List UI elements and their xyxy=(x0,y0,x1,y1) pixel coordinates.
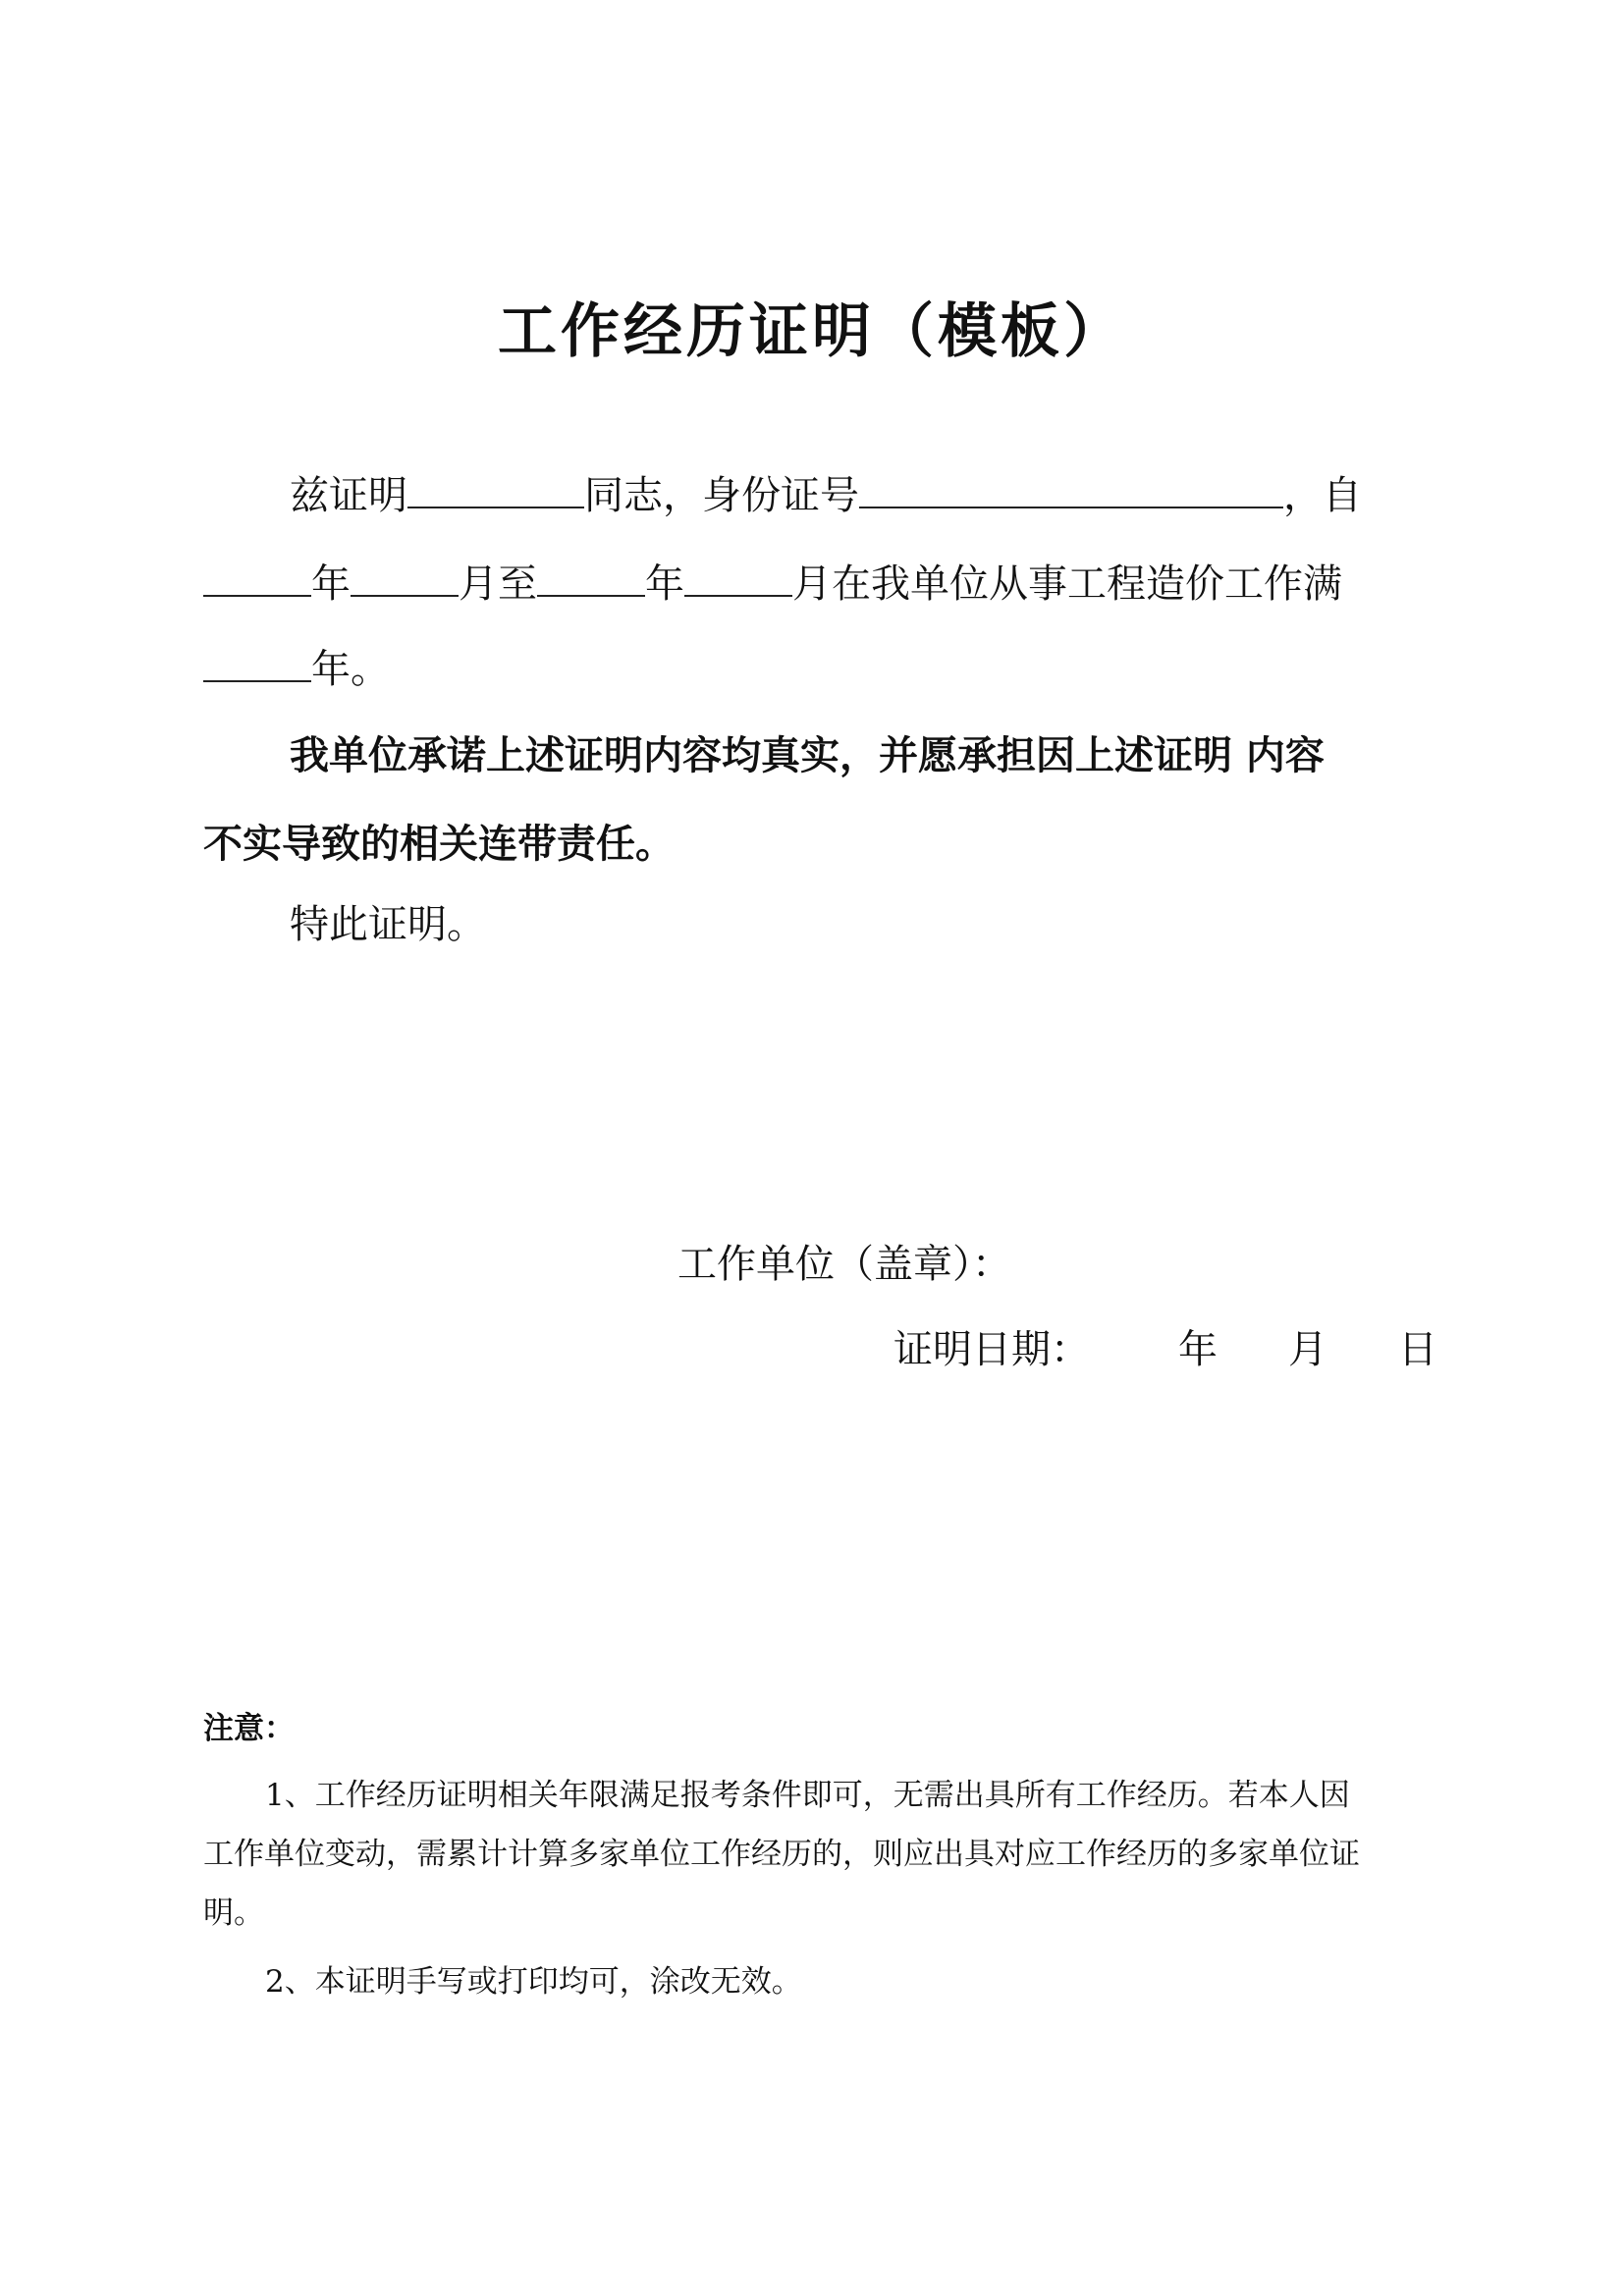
work-description: 月在我单位从事工程造价工作满 xyxy=(792,561,1342,607)
end-year-blank[interactable] xyxy=(537,560,645,597)
commitment-line-2: 不实导致的相关连带责任。 xyxy=(203,822,675,867)
total-years-label: 年。 xyxy=(311,647,390,692)
comma-from-label: ，自 xyxy=(1283,473,1362,518)
comrade-id-label: 同志，身份证号 xyxy=(584,473,859,518)
hereby-certify: 特此证明。 xyxy=(290,902,486,947)
certify-line-2 xyxy=(203,555,1342,614)
date-month-label: 月 xyxy=(1288,1327,1327,1372)
certification-date-row xyxy=(893,1320,1437,1379)
notice-item-1-line-2: 工作单位变动，需累计计算多家单位工作经历的，则应出具对应工作经历的多家单位证 xyxy=(203,1837,1360,1872)
certify-line-3 xyxy=(203,640,390,699)
certification-date-label: 证明日期： xyxy=(893,1327,1090,1372)
notice-item-1-line-3: 明。 xyxy=(203,1896,264,1931)
commitment-line-1: 我单位承诺上述证明内容均真实，并愿承担因上述证明 内容 xyxy=(290,733,1325,778)
notice-item-1-line-1: 1、工作经历证明相关年限满足报考条件即可，无需出具所有工作经历。若本人因 xyxy=(265,1778,1350,1813)
certify-line-1 xyxy=(290,466,1362,525)
start-year-label: 年 xyxy=(311,561,351,607)
notice-item-2: 2、本证明手写或打印均可，涂改无效。 xyxy=(265,1964,802,2000)
notice-label: 注意： xyxy=(203,1711,295,1746)
start-month-to-label: 月至 xyxy=(459,561,537,607)
work-unit-seal-label: 工作单位（盖章）： xyxy=(677,1242,1011,1287)
start-month-blank[interactable] xyxy=(351,560,459,597)
date-day-label: 日 xyxy=(1398,1327,1437,1372)
id-number-blank[interactable] xyxy=(859,471,1283,508)
total-years-blank[interactable] xyxy=(203,645,311,682)
end-month-blank[interactable] xyxy=(684,560,792,597)
page-title: 工作经历证明（模板） xyxy=(498,297,1126,366)
end-year-label: 年 xyxy=(645,561,684,607)
start-year-blank[interactable] xyxy=(203,560,311,597)
certify-intro: 兹证明 xyxy=(290,473,407,518)
date-year-label: 年 xyxy=(1178,1327,1218,1372)
name-blank[interactable] xyxy=(407,471,584,508)
